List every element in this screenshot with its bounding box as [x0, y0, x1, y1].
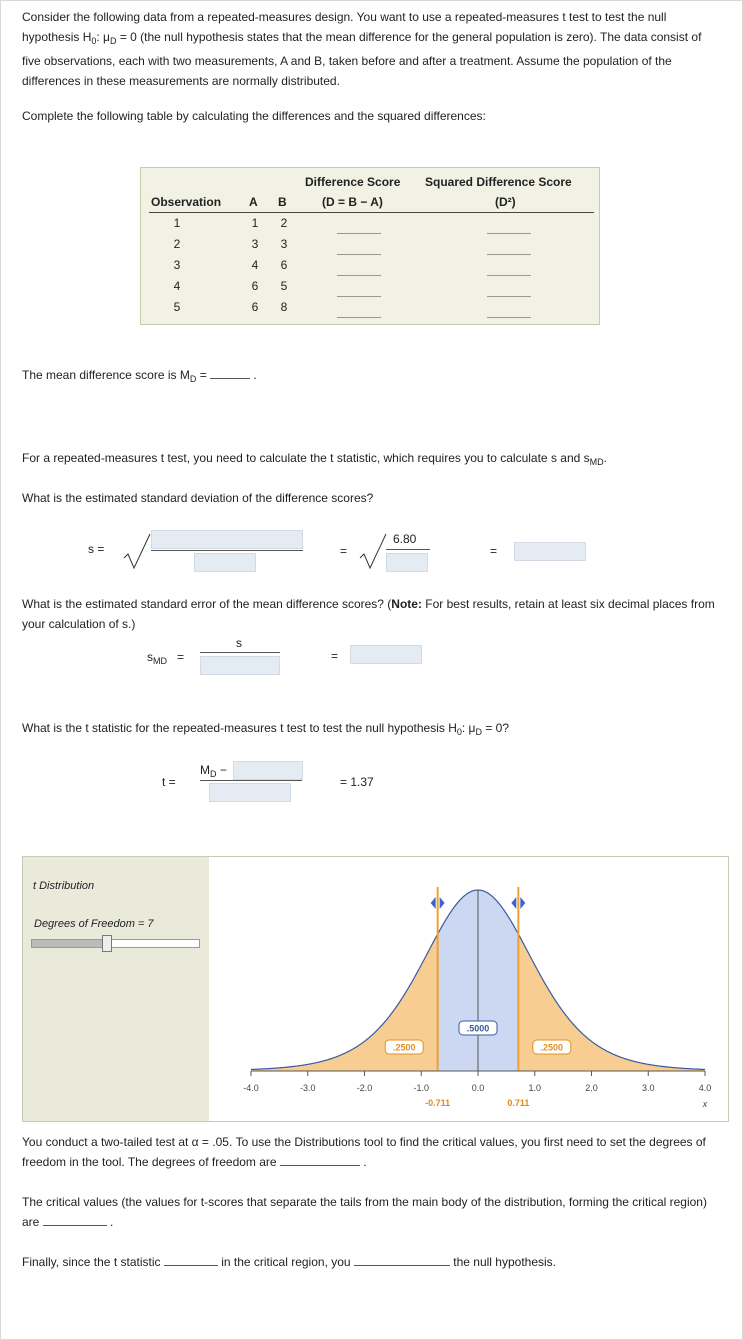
t-label: t = — [162, 775, 176, 789]
data-table — [140, 167, 600, 325]
critical-left-label: -0.711 — [425, 1098, 451, 1108]
df-slider-track[interactable] — [31, 939, 200, 948]
x-tick-label: -4.0 — [243, 1083, 259, 1093]
table-cell-a: 6 — [251, 300, 259, 314]
equals-3: = — [331, 649, 339, 663]
two-tailed-question: You conduct a two-tailed test at α = .05. To use the Distributions tool to find the critical values, you first need to set the degrees of freedom in the tool. The degrees of freedom are . — [22, 1135, 706, 1169]
t-question: What is the t statistic for the repeated-measures t test to test the null hypothesis $H_0$: $\mu_D = 0$? — [22, 721, 510, 737]
area-center-badge: .5000 — [466, 1023, 490, 1034]
right-handle-right-arrow-icon — [520, 897, 525, 909]
table-cell-observation: 2 — [173, 237, 181, 251]
table-cell-b: 3 — [280, 237, 288, 251]
ttest-intro: For a repeated-measures t test, you need to calculate the t statistic, which requires you to calculate s and $s_{MD}$. — [22, 451, 607, 467]
critical-values-dropdown[interactable] — [43, 1213, 107, 1226]
left-handle-right-arrow-icon — [440, 897, 445, 909]
t-result: = 1.37 — [340, 775, 374, 789]
col-a: A — [249, 195, 258, 209]
table-cell-observation: 1 — [173, 216, 181, 230]
x-axis-label: x — [702, 1099, 708, 1109]
final-sentence: Finally, since the t statistic in the critical region, you the null hypothesis. — [22, 1255, 557, 1269]
t-numerator-prefix: $M_D$ − — [200, 763, 227, 779]
t-mu-input[interactable] — [233, 761, 303, 780]
se-denominator-input[interactable] — [200, 656, 280, 675]
decision-dropdown[interactable] — [354, 1253, 450, 1266]
smd-result-input[interactable] — [350, 645, 422, 664]
tool-control-pane — [23, 857, 209, 1121]
intro-paragraph: Consider the following data from a repeated-measures design. You want to use a repeated-measures t test to test the null hypothesis $H_0$: $\mu_D = 0$ (the null hypothesis states that the mean difference for the general population is zero). The data consist of five observations, each with two measurements, A and B, taken before and after a treatment. Assume the population of the differences in these measurements are normally distributed. — [22, 10, 702, 88]
se-numerator: s — [236, 636, 242, 650]
table-cell-b: 6 — [280, 258, 288, 272]
s-result-input[interactable] — [514, 542, 586, 561]
area-right-badge: .2500 — [540, 1042, 564, 1053]
col-squared-formula: (D²) — [495, 195, 516, 209]
equals-1: = — [340, 544, 348, 558]
df-answer-dropdown[interactable] — [280, 1153, 360, 1166]
sqrt-sign-2 — [358, 532, 388, 572]
smd-label: $s_{MD}$ = — [147, 650, 185, 666]
x-tick-label: -1.0 — [413, 1083, 430, 1093]
squared-difference-input[interactable] — [487, 296, 531, 297]
squared-difference-input[interactable] — [487, 233, 531, 234]
difference-input[interactable] — [337, 317, 381, 318]
x-tick-label: -3.0 — [299, 1083, 316, 1093]
t-statistic-position-dropdown[interactable] — [164, 1253, 218, 1266]
x-tick-label: 0.0 — [471, 1083, 485, 1093]
t-denominator-input[interactable] — [209, 783, 291, 802]
table-cell-observation: 4 — [173, 279, 181, 293]
difference-input[interactable] — [337, 233, 381, 234]
table-cell-a: 4 — [251, 258, 259, 272]
right-handle-left-arrow-icon — [511, 897, 516, 909]
ss-numerator-input[interactable] — [151, 530, 303, 549]
squared-difference-input[interactable] — [487, 254, 531, 255]
x-tick-label: 2.0 — [585, 1083, 598, 1093]
table-cell-a: 1 — [251, 216, 259, 230]
table-cell-a: 6 — [251, 279, 259, 293]
mean-difference-line: The mean difference score is $M_D$ = . — [22, 368, 257, 384]
sd-numerator-value: 6.80 — [393, 532, 417, 546]
squared-difference-input[interactable] — [487, 317, 531, 318]
x-tick-label: 1.0 — [528, 1083, 542, 1093]
table-cell-a: 3 — [251, 237, 259, 251]
mean-difference-input[interactable] — [210, 366, 250, 379]
col-squared-title: Squared Difference Score — [425, 175, 572, 189]
table-cell-b: 8 — [280, 300, 288, 314]
df-slider-handle[interactable] — [102, 935, 112, 952]
se-question: What is the estimated standard error of the mean difference scores? (Note: For best results, retain at least six decimal places from your calculation of s.) — [22, 597, 715, 631]
s-label: s = — [88, 542, 105, 556]
critical-right-label: 0.711 — [507, 1098, 530, 1108]
col-diff-formula: (D = B − A) — [322, 195, 383, 209]
area-left-badge: .2500 — [392, 1042, 416, 1053]
x-tick-label: 4.0 — [698, 1083, 712, 1093]
sd-denominator-input[interactable] — [386, 553, 428, 572]
x-tick-label: 3.0 — [641, 1083, 655, 1093]
t-distribution-chart — [209, 857, 728, 1121]
critical-values-question: The critical values (the values for t-scores that separate the tails from the main body of the distribution, forming the critical region) are . — [22, 1195, 707, 1229]
table-cell-observation: 5 — [173, 300, 181, 314]
table-cell-b: 2 — [280, 216, 288, 230]
table-instruction: Complete the following table by calculating the differences and the squared differences: — [22, 109, 486, 123]
sd-question: What is the estimated standard deviation of the difference scores? — [22, 491, 374, 505]
squared-difference-input[interactable] — [487, 275, 531, 276]
sqrt-sign — [122, 532, 152, 572]
equals-2: = — [490, 544, 498, 558]
col-b: B — [278, 195, 287, 209]
df-denominator-input[interactable] — [194, 553, 256, 572]
col-observation: Observation — [151, 195, 222, 209]
df-label: Degrees of Freedom = 7 — [34, 918, 154, 930]
left-handle-left-arrow-icon — [431, 897, 436, 909]
tool-title: t Distribution — [33, 880, 95, 892]
difference-input[interactable] — [337, 275, 381, 276]
table-cell-observation: 3 — [173, 258, 181, 272]
col-diff-title: Difference Score — [305, 175, 401, 189]
difference-input[interactable] — [337, 254, 381, 255]
table-cell-b: 5 — [280, 279, 288, 293]
distribution-tool — [22, 856, 729, 1122]
x-tick-label: -2.0 — [356, 1083, 373, 1093]
difference-input[interactable] — [337, 296, 381, 297]
